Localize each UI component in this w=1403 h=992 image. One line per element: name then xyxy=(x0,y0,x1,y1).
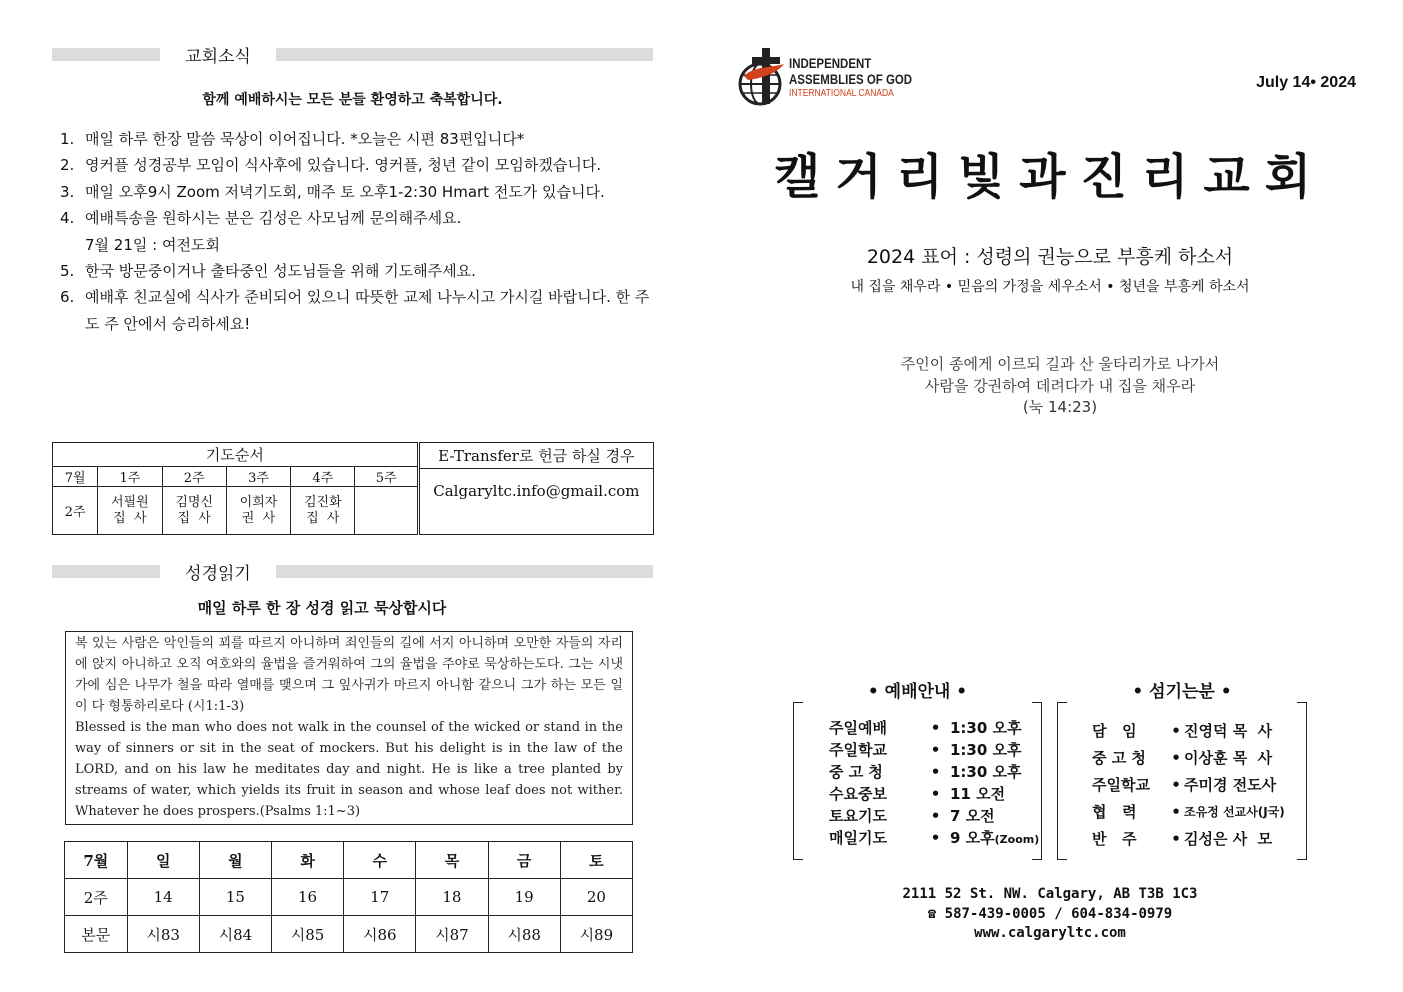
news-section-header xyxy=(52,45,653,67)
prayer-name-cell xyxy=(162,487,226,535)
list-item xyxy=(793,717,1042,739)
year-theme-sub: 내 집을 채우라 • 믿음의 가정을 세우소서 • 청년을 부흥케 하소서 xyxy=(850,279,1250,295)
reading-section-title: 성경읽기 xyxy=(185,564,251,584)
server-role: 주일학교 xyxy=(1092,776,1150,794)
news-item-number: 3. xyxy=(60,182,75,201)
etransfer-email: Calgaryltc.info@gmail.com xyxy=(433,481,640,500)
contact-info xyxy=(830,885,1270,944)
prayer-name: 김진화 xyxy=(303,494,342,510)
table-row xyxy=(65,916,633,953)
etransfer-email-box xyxy=(420,468,653,512)
service-name: 토요기도 xyxy=(829,807,887,825)
church-phone: ☎ 587-439-0005 / 604-834-0979 xyxy=(927,905,1173,922)
prayer-title: 집 사 xyxy=(306,510,340,526)
list-item xyxy=(1057,772,1307,799)
service-name: 주일예배 xyxy=(829,719,887,737)
service-time-cell xyxy=(950,827,1042,851)
prayer-name: 서필원 xyxy=(111,494,149,510)
server-name: 조유정 선교사(J국) xyxy=(1184,805,1285,819)
prayer-title: 집 사 xyxy=(113,510,147,526)
header-bar-right xyxy=(276,48,653,61)
prayer-order-table xyxy=(52,442,654,535)
table-cell: 시84 xyxy=(199,916,271,953)
bullet: • xyxy=(930,763,941,781)
service-name: 주일학교 xyxy=(829,741,887,759)
service-name: 중 고 청 xyxy=(829,763,883,781)
table-cell: 7월 xyxy=(65,842,128,879)
news-item-number: 2. xyxy=(60,156,75,175)
service-time: 9 오후 xyxy=(950,829,995,847)
news-item xyxy=(60,258,660,284)
news-list xyxy=(60,126,660,337)
news-item-text: 한국 방문중이거나 출타중인 성도님들을 위해 기도해주세요. xyxy=(85,262,476,281)
worship-schedule-box xyxy=(793,682,1042,860)
prayer-month: 7월 xyxy=(53,467,98,487)
church-logo xyxy=(738,48,918,108)
bullet: • xyxy=(1171,749,1181,767)
table-cell: 20 xyxy=(560,879,632,916)
bulletin-date: July 14• 2024 xyxy=(1256,74,1356,91)
table-cell: 화 xyxy=(271,842,343,879)
prayer-week-header: 1주 xyxy=(98,467,162,487)
news-item-text: 매일 하루 한장 말씀 묵상이 이어집니다. *오늘은 시편 83편입니다* xyxy=(85,130,525,148)
prayer-week-header: 4주 xyxy=(291,467,355,487)
servers-rows xyxy=(1057,718,1307,853)
service-note: (Zoom) xyxy=(994,833,1040,846)
server-role: 담 임 xyxy=(1092,722,1137,740)
service-time: 1:30 오후 xyxy=(950,719,1022,737)
church-name: 캘거리빛과진리교회 xyxy=(773,149,1327,205)
news-item xyxy=(60,152,660,178)
table-cell: 목 xyxy=(416,842,488,879)
service-time: 1:30 오후 xyxy=(950,763,1022,781)
scripture-box xyxy=(65,631,633,825)
prayer-week-header: 3주 xyxy=(226,467,290,487)
server-role: 중 고 청 xyxy=(1092,749,1146,767)
table-cell: 2주 xyxy=(65,879,128,916)
table-cell: 18 xyxy=(416,879,488,916)
server-role: 반 주 xyxy=(1092,830,1137,848)
quote-line: 주인이 종에게 이르되 길과 산 울타리가로 나가서 xyxy=(900,355,1220,373)
header-bar-left xyxy=(52,48,160,61)
church-address: 2111 52 St. NW. Calgary, AB T3B 1C3 xyxy=(902,886,1198,902)
service-name: 수요중보 xyxy=(829,785,887,803)
etransfer-cell xyxy=(418,443,653,535)
quote-reference: (눅 14:23) xyxy=(1022,398,1098,416)
prayer-title: 집 사 xyxy=(177,510,211,526)
org-name-line2: ASSEMBLIES OF GOD xyxy=(789,71,913,87)
server-name: 주미경 전도사 xyxy=(1184,776,1277,794)
news-item-text: 영커플 성경공부 모임이 식사후에 있습니다. 영커플, 청년 같이 모임하겠습니다. xyxy=(85,156,602,175)
news-item-number: 6. xyxy=(60,288,75,307)
list-item xyxy=(1057,826,1307,853)
news-item xyxy=(60,205,660,258)
worship-rows xyxy=(793,717,1042,851)
org-name-line3: INTERNATIONAL CANADA xyxy=(789,88,894,99)
service-time: 11 오전 xyxy=(950,785,1006,803)
table-cell: 수 xyxy=(344,842,416,879)
table-cell: 시85 xyxy=(271,916,343,953)
table-cell: 월 xyxy=(199,842,271,879)
reading-subtitle: 매일 하루 한 장 성경 읽고 묵상합시다 xyxy=(197,599,447,617)
bullet: • xyxy=(1171,803,1181,821)
scripture-korean: 복 있는 사람은 악인들의 꾀를 따르지 아니하며 죄인들의 길에 서지 아니하며 오만한 자들의 자리에 앉지 아니하고 오직 여호와의 율법을 즐거워하여 그의 율법을 주야로 묵상하는도다. 그는 시냇가에 심은 나무가 철을 따라 열매를 맺으며 그 잎사귀가 마르지 아니함 같으니 그가 하는 모든 일이 다 형통하리로다 (시1:1-3) xyxy=(75,636,623,714)
news-item xyxy=(60,179,660,205)
service-time: 7 오전 xyxy=(950,807,995,825)
church-website[interactable]: www.calgaryltc.com xyxy=(974,925,1126,941)
list-item xyxy=(1057,718,1307,745)
table-row xyxy=(65,879,633,916)
prayer-name-cell xyxy=(226,487,290,535)
table-cell: 시86 xyxy=(344,916,416,953)
table-cell: 시89 xyxy=(560,916,632,953)
table-cell: 시87 xyxy=(416,916,488,953)
table-row xyxy=(65,842,633,879)
service-time: 1:30 오후 xyxy=(950,741,1022,759)
table-cell: 금 xyxy=(488,842,560,879)
news-section-title: 교회소식 xyxy=(185,47,251,67)
news-item-body xyxy=(85,205,660,258)
bullet: • xyxy=(1171,776,1181,794)
servers-box xyxy=(1057,682,1307,860)
news-item-number: 5. xyxy=(60,262,75,281)
table-cell: 15 xyxy=(199,879,271,916)
servers-title: • 섬기는분 • xyxy=(1132,682,1232,702)
table-cell: 14 xyxy=(127,879,199,916)
list-item xyxy=(1057,799,1307,826)
org-name-line1: INDEPENDENT xyxy=(789,55,872,71)
prayer-row-label: 2주 xyxy=(53,487,98,535)
prayer-title: 권 사 xyxy=(241,510,276,526)
news-item xyxy=(60,284,660,337)
prayer-name: 김명신 xyxy=(175,494,214,510)
table-cell: 17 xyxy=(344,879,416,916)
prayer-week-header: 5주 xyxy=(355,467,418,487)
table-cell: 시88 xyxy=(488,916,560,953)
table-cell: 19 xyxy=(488,879,560,916)
table-cell: 시83 xyxy=(127,916,199,953)
scripture-quote xyxy=(760,354,1360,419)
quote-line: 사람을 강권하여 데려다가 내 집을 채우라 xyxy=(924,376,1196,395)
server-name: 진영덕 목 사 xyxy=(1184,722,1273,740)
header-bar-left xyxy=(52,565,160,578)
etransfer-title: E-Transfer로 헌금 하실 경우 xyxy=(438,447,635,465)
globe-cross-icon xyxy=(738,48,790,108)
bullet: • xyxy=(1171,722,1181,740)
prayer-week-header: 2주 xyxy=(162,467,226,487)
news-item-number: 1. xyxy=(60,130,75,148)
reading-section-header xyxy=(52,562,653,584)
table-cell: 16 xyxy=(271,879,343,916)
server-role: 협 력 xyxy=(1092,803,1137,821)
header-bar-right xyxy=(276,565,653,578)
news-item-text: 예배특송을 원하시는 분은 김성은 사모님께 문의해주세요. xyxy=(85,209,462,228)
bullet: • xyxy=(930,741,941,759)
welcome-message: 함께 예배하시는 모든 분들 환영하고 축복합니다. xyxy=(202,92,503,108)
prayer-name-cell xyxy=(291,487,355,535)
bullet: • xyxy=(930,829,941,847)
list-item xyxy=(1057,745,1307,772)
service-name: 매일기도 xyxy=(829,829,887,847)
list-item xyxy=(793,805,1042,827)
news-item-subtext: 7월 21일 : 여전도회 xyxy=(85,235,220,254)
table-cell: 토 xyxy=(560,842,632,879)
bullet: • xyxy=(930,807,941,825)
worship-schedule-title: • 예배안내 • xyxy=(867,682,968,702)
news-item-text: 매일 오후9시 Zoom 저녁기도회, 매주 토 오후1-2:30 Hmart 전도가 있습니다. xyxy=(85,182,605,201)
list-item xyxy=(793,783,1042,805)
list-item xyxy=(793,827,1042,851)
prayer-name-cell xyxy=(98,487,162,535)
bullet: • xyxy=(930,719,941,737)
scripture-english: Blessed is the man who does not walk in the counsel of the wicked or stand in the way of sinners or sit in the seat of mockers. But his delight is in the law of the LORD, and on his law he meditates day and night. He is like a tree planted by streams of water, which yields its fruit in season and whose leaf does not wither. Whatever he does prospers.(Psalms 1:1~3) xyxy=(75,720,623,819)
table-cell: 본문 xyxy=(65,916,128,953)
prayer-table-title: 기도순서 xyxy=(53,443,419,467)
server-name: 이상훈 목 사 xyxy=(1184,749,1273,767)
year-theme: 2024 표어 : 성령의 권능으로 부흥케 하소서 xyxy=(866,246,1234,268)
reading-schedule-table xyxy=(64,841,633,953)
bullet: • xyxy=(1171,830,1181,848)
bullet: • xyxy=(930,785,941,803)
table-cell: 일 xyxy=(127,842,199,879)
news-item xyxy=(60,126,660,152)
prayer-name-cell xyxy=(355,487,418,535)
list-item xyxy=(793,761,1042,783)
list-item xyxy=(793,739,1042,761)
server-name: 김성은 사 모 xyxy=(1184,830,1273,848)
news-item-text: 예배후 친교실에 식사가 준비되어 있으니 따뜻한 교제 나누시고 가시길 바랍니다. 한 주도 주 안에서 승리하세요! xyxy=(85,288,650,333)
prayer-name: 이희자 xyxy=(239,494,278,510)
news-item-number: 4. xyxy=(60,209,75,228)
